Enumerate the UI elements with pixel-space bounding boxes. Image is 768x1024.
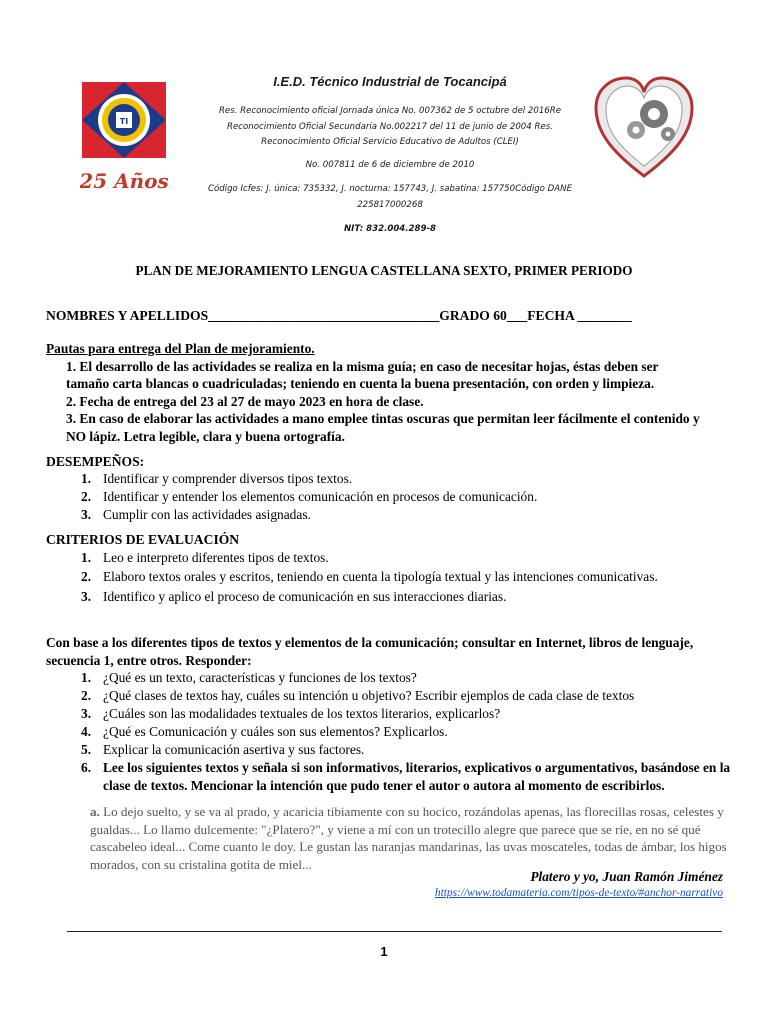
item-text: Identificar y entender los elementos comunicación en procesos de comunicación. (103, 489, 538, 504)
anniversary-text: 25 Años (80, 169, 168, 193)
list-item (46, 488, 736, 506)
header-line: Reconocimiento Oficial Servicio Educativo de Adultos (CLEI) (261, 137, 519, 147)
guideline-line: 3. En caso de elaborar las actividades a mano emplee tintas oscuras que permitan leer fácilmente el contenido y (66, 411, 700, 427)
item-number: 2. (81, 688, 92, 703)
list-item (46, 506, 736, 524)
list-item (46, 723, 736, 741)
item-text: ¿Qué es Comunicación y cuáles son sus elementos? Explicarlos. (103, 724, 448, 739)
page-title: PLAN DE MEJORAMIENTO LENGUA CASTELLANA SEXTO, PRIMER PERIODO (135, 263, 633, 278)
guidelines-section (46, 340, 726, 446)
item-number: 2. (81, 489, 92, 504)
school-name: I.E.D. Técnico Industrial de Tocancipá (273, 74, 507, 89)
item-number: 4. (81, 724, 92, 739)
list-item (46, 741, 736, 759)
header-line: Res. Reconocimiento oficial Jornada única No. 007362 de 5 octubre del 2016Re (218, 106, 562, 116)
header-line: Código Icfes: J. única: 735332, J. nocturna: 157743, J. sabatina: 157750Código DANE (207, 184, 573, 194)
item-number: 5. (81, 742, 92, 757)
item-text: ¿Qué es un texto, características y funciones de los textos? (103, 670, 417, 685)
text-excerpt (90, 803, 730, 873)
guideline-line: 2. Fecha de entrega del 23 al 27 de mayo 2023 en hora de clase. (66, 393, 424, 409)
header-line: Reconocimiento Oficial Secundaria No.002217 del 11 de junio de 2004 Res. (227, 122, 553, 132)
list-item (46, 687, 736, 705)
item-number: 1. (81, 471, 92, 486)
item-text: ¿Cuáles son las modalidades textuales de los textos literarios, explicarlos? (103, 706, 501, 721)
item-text: Identificar y comprender diversos tipos textos. (103, 471, 353, 486)
item-number: 3. (81, 706, 92, 721)
item-text: Leo e interpreto diferentes tipos de textos. (103, 550, 329, 565)
criterios-list (46, 549, 746, 606)
list-item (46, 669, 736, 687)
criterios-heading: CRITERIOS DE EVALUACIÓN (46, 532, 240, 547)
item-text: Explicar la comunicación asertiva y sus factores. (103, 742, 365, 757)
nit-line: NIT: 832.004.289-8 (343, 224, 437, 234)
item-number: 3. (81, 589, 92, 604)
guideline-line: tamaño carta blancas o cuadriculadas; teniendo en cuenta la buena presentación, con orden y limpieza. (66, 376, 655, 392)
item-text: Elaboro textos orales y escritos, teniendo en cuenta la tipología textual y las intenciones comunicativas. (103, 569, 658, 584)
header-line: No. 007811 de 6 de diciembre de 2010 (305, 160, 475, 170)
item-number: 1. (81, 670, 92, 685)
list-item (46, 705, 736, 723)
header-line: 225817000268 (357, 200, 423, 210)
guideline-line: NO lápiz. Letra legible, clara y buena ortografía. (66, 428, 345, 444)
list-item (46, 470, 736, 488)
list-item (46, 549, 746, 567)
questions-list (46, 669, 736, 795)
item-number: 3. (81, 507, 92, 522)
item-number: 6. (81, 760, 92, 775)
excerpt-text: Lo dejo suelto, y se va al prado, y acaricia tibiamente con su hocico, rozándolas apenas, las florecillas rosas, celestes y gualdas... Lo llamo dulcemente: "¿Platero?", y viene a mí con un trotecillo alegre que parece que se ríe, en no sé qué cascabeleo ideal... Come cuanto le doy. Le gustan las naranjas mandarinas, las uvas moscateles, todas de ámbar, los higos morados, con su cristalina gotita de miel... (90, 804, 727, 872)
item-number: 2. (81, 569, 92, 584)
student-name-field: NOMBRES Y APELLIDOS__________________________________GRADO 60___FECHA ________ (46, 308, 632, 323)
school-crest-logo (80, 78, 168, 198)
item-text: Lee los siguientes textos y señala si son informativos, literarios, explicativos o argumentativos, basándose en la clase de textos. Mencionar la intención que pudo tener el autor o autora al momento de escribirlos. (103, 760, 731, 793)
list-item (46, 759, 736, 795)
item-number: 1. (81, 550, 92, 565)
excerpt-label: a. (90, 804, 100, 819)
item-text: ¿Qué clases de textos hay, cuáles su intención u objetivo? Escribir ejemplos de cada clase de textos (103, 688, 635, 703)
svg-text:TI: TI (119, 117, 129, 126)
desempenos-list (46, 470, 736, 524)
guideline-line: 1. El desarrollo de las actividades se realiza en la misma guía; en caso de necesitar hojas, éstas deben ser (66, 358, 659, 374)
item-text: Identifico y aplico el proceso de comunicación en sus interacciones diarias. (103, 589, 507, 604)
desempenos-heading: DESEMPEÑOS: (46, 454, 145, 469)
guidelines-heading: Pautas para entrega del Plan de mejoramiento. (46, 341, 315, 356)
page-number: 1 (380, 944, 388, 959)
item-text: Cumplir con las actividades asignadas. (103, 507, 311, 522)
footer-divider (67, 931, 722, 932)
questions-intro: Con base a los diferentes tipos de textos y elementos de la comunicación; consultar en Internet, libros de lenguaje, secuencia 1, entre otros. Responder: (46, 635, 694, 668)
excerpt-attribution: Platero y yo, Juan Ramón Jiménez (530, 869, 723, 884)
list-item (46, 588, 746, 606)
list-item (46, 568, 746, 586)
source-link[interactable]: https://www.todamateria.com/tipos-de-texto/#anchor-narrativo (434, 887, 723, 899)
